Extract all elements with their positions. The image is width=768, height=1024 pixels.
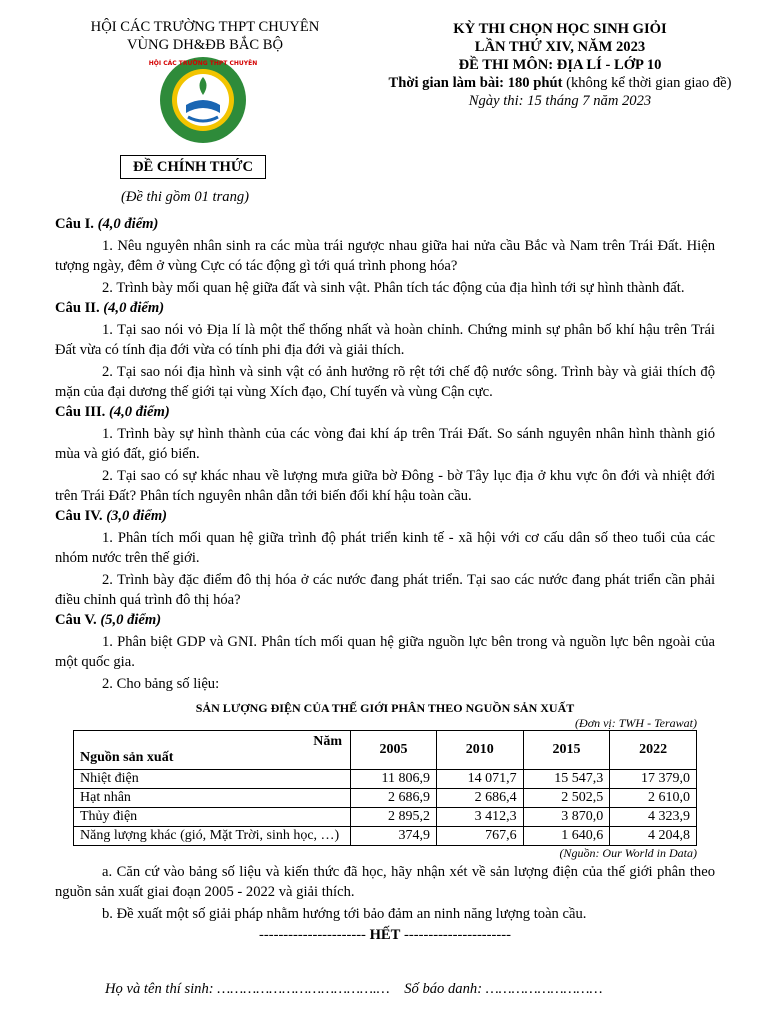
value-cell: 4 204,8 xyxy=(610,827,697,846)
row-label: Năng lượng khác (gió, Mặt Trời, sinh học, …) xyxy=(74,827,351,846)
question-part: 1. Trình bày sự hình thành của các vòng đai khí áp trên Trái Đất. So sánh nguyên nhân hình thành gió mùa và gió đất, gió biển. xyxy=(55,426,715,462)
svg-text:HỘI CÁC TRƯỜNG THPT CHUYÊN: HỘI CÁC TRƯỜNG THPT CHUYÊN xyxy=(148,60,258,67)
question-part: 2. Cho bảng số liệu: xyxy=(102,676,220,692)
value-cell: 3 870,0 xyxy=(523,808,610,827)
association-name: HỘI CÁC TRƯỜNG THPT CHUYÊN xyxy=(90,19,320,35)
exam-date: Ngày thi: 15 tháng 7 năm 2023 xyxy=(468,93,652,109)
value-cell: 2 686,9 xyxy=(351,789,437,808)
header-right xyxy=(360,20,760,110)
table-title: SẢN LƯỢNG ĐIỆN CỦA THẾ GIỚI PHÂN THEO NGUỒN SẢN XUẤT xyxy=(195,701,575,715)
question-title: Câu II. (4,0 điểm) xyxy=(55,300,165,316)
question-part: 1. Phân tích mối quan hệ giữa trình độ phát triển kinh tế - xã hội với cơ cấu dân số theo tuổi của các nhóm nước trên thế giới. xyxy=(55,530,715,566)
question-part: 1. Tại sao nói vỏ Địa lí là một thể thống nhất và hoàn chỉnh. Chứng minh sự phân bố khí hậu trên Trái Đất vừa có tính địa đới vừa có tính phi địa đới và giải thích. xyxy=(55,322,715,358)
value-cell: 15 547,3 xyxy=(523,770,610,789)
header-left xyxy=(60,18,350,54)
question-title: Câu III. (4,0 điểm) xyxy=(55,404,170,420)
table-row xyxy=(74,808,697,827)
table-row xyxy=(74,789,697,808)
value-cell: 374,9 xyxy=(351,827,437,846)
task-a: a. Căn cứ vào bảng số liệu và kiến thức đã học, hãy nhận xét về sản lượng điện của thế giới phân theo nguồn sản xuất giai đoạn 2005 - 2022 và giải thích. xyxy=(55,864,715,900)
source-header: Nguồn sản xuất xyxy=(80,750,174,765)
exam-subject: ĐỀ THI MÔN: ĐỊA LÍ - LỚP 10 xyxy=(458,57,662,73)
electricity-table xyxy=(73,730,697,846)
candidate-number-field: Số báo danh: ……………………… xyxy=(404,981,603,997)
table-header-row xyxy=(74,731,697,770)
question-1 xyxy=(55,214,715,298)
question-part: 2. Tại sao nói địa hình và sinh vật có ảnh hưởng rõ rệt tới chế độ nước sông. Trình bày và giải thích độ mặn của đại dương thế giới tại vùng Xích đạo, Chí tuyến và vùng Cận cực. xyxy=(55,364,715,400)
task-b: b. Đề xuất một số giải pháp nhằm hướng tới bảo đảm an ninh năng lượng toàn cầu. xyxy=(102,906,587,922)
question-title: Câu V. (5,0 điểm) xyxy=(55,612,162,628)
value-cell: 2 686,4 xyxy=(436,789,523,808)
exam-body xyxy=(55,214,715,944)
question-title: Câu IV. (3,0 điểm) xyxy=(55,508,168,524)
value-cell: 2 502,5 xyxy=(523,789,610,808)
value-cell: 17 379,0 xyxy=(610,770,697,789)
value-cell: 1 640,6 xyxy=(523,827,610,846)
pages-note: (Đề thi gồm 01 trang) xyxy=(120,189,250,205)
question-4 xyxy=(55,506,715,610)
table-corner-cell xyxy=(74,731,351,770)
exam-name: KỲ THI CHỌN HỌC SINH GIỎI xyxy=(453,21,667,37)
question-part: 2. Trình bày mối quan hệ giữa đất và sinh vật. Phân tích tác động của địa hình tới sự hình thành đất. xyxy=(102,280,685,296)
end-marker: ---------------------- HẾT ---------------------- xyxy=(259,927,511,943)
candidate-name-field: Họ và tên thí sinh: ……………………………….… xyxy=(105,981,390,997)
question-title: Câu I. (4,0 điểm) xyxy=(55,216,159,232)
value-cell: 2 895,2 xyxy=(351,808,437,827)
row-label: Hạt nhân xyxy=(74,789,351,808)
candidate-info xyxy=(105,980,705,998)
row-label: Nhiệt điện xyxy=(74,770,351,789)
year-cell: 2005 xyxy=(351,731,437,770)
year-cell: 2010 xyxy=(436,731,523,770)
row-label: Thủy điện xyxy=(74,808,351,827)
duration-label: Thời gian làm bài: 180 phút xyxy=(388,75,563,91)
year-cell: 2022 xyxy=(610,731,697,770)
duration-note: (không kể thời gian giao đề) xyxy=(562,75,732,91)
table-source: (Nguồn: Our World in Data) xyxy=(559,846,697,860)
question-part: 2. Trình bày đặc điểm đô thị hóa ở các nước đang phát triển. Tại sao các nước đang phát triển cần phải điều chỉnh quá trình đô thị hóa? xyxy=(55,572,715,608)
value-cell: 2 610,0 xyxy=(610,789,697,808)
value-cell: 767,6 xyxy=(436,827,523,846)
official-exam-label: ĐỀ CHÍNH THỨC xyxy=(120,155,266,179)
table-unit: (Đơn vị: TWH - Terawat) xyxy=(575,716,697,730)
question-3 xyxy=(55,402,715,506)
exam-duration xyxy=(360,74,760,92)
table-row xyxy=(74,770,697,789)
region-name: VÙNG DH&ĐB BẮC BỘ xyxy=(126,37,284,53)
question-part: 2. Tại sao có sự khác nhau về lượng mưa giữa bờ Đông - bờ Tây lục địa ở khu vực ôn đới và nhiệt đới trên Trái Đất? Phân tích nguyên nhân dẫn tới biến đổi khí hậu toàn cầu. xyxy=(55,468,715,504)
year-header: Năm xyxy=(313,734,342,749)
value-cell: 14 071,7 xyxy=(436,770,523,789)
question-2 xyxy=(55,298,715,402)
question-5 xyxy=(55,610,715,694)
exam-edition: LẦN THỨ XIV, NĂM 2023 xyxy=(474,39,646,55)
table-row xyxy=(74,827,697,846)
value-cell: 11 806,9 xyxy=(351,770,437,789)
value-cell: 4 323,9 xyxy=(610,808,697,827)
association-logo xyxy=(148,55,258,145)
question-part: 1. Nêu nguyên nhân sinh ra các mùa trái ngược nhau giữa hai nửa cầu Bắc và Nam trên Trái Đất. Hiện tượng ngày, đêm ở vùng Cực có tác động gì tới quá trình phong hóa? xyxy=(55,238,715,274)
value-cell: 3 412,3 xyxy=(436,808,523,827)
year-cell: 2015 xyxy=(523,731,610,770)
question-part: 1. Phân biệt GDP và GNI. Phân tích mối quan hệ giữa nguồn lực bên trong và nguồn lực bên ngoài của một quốc gia. xyxy=(55,634,715,670)
